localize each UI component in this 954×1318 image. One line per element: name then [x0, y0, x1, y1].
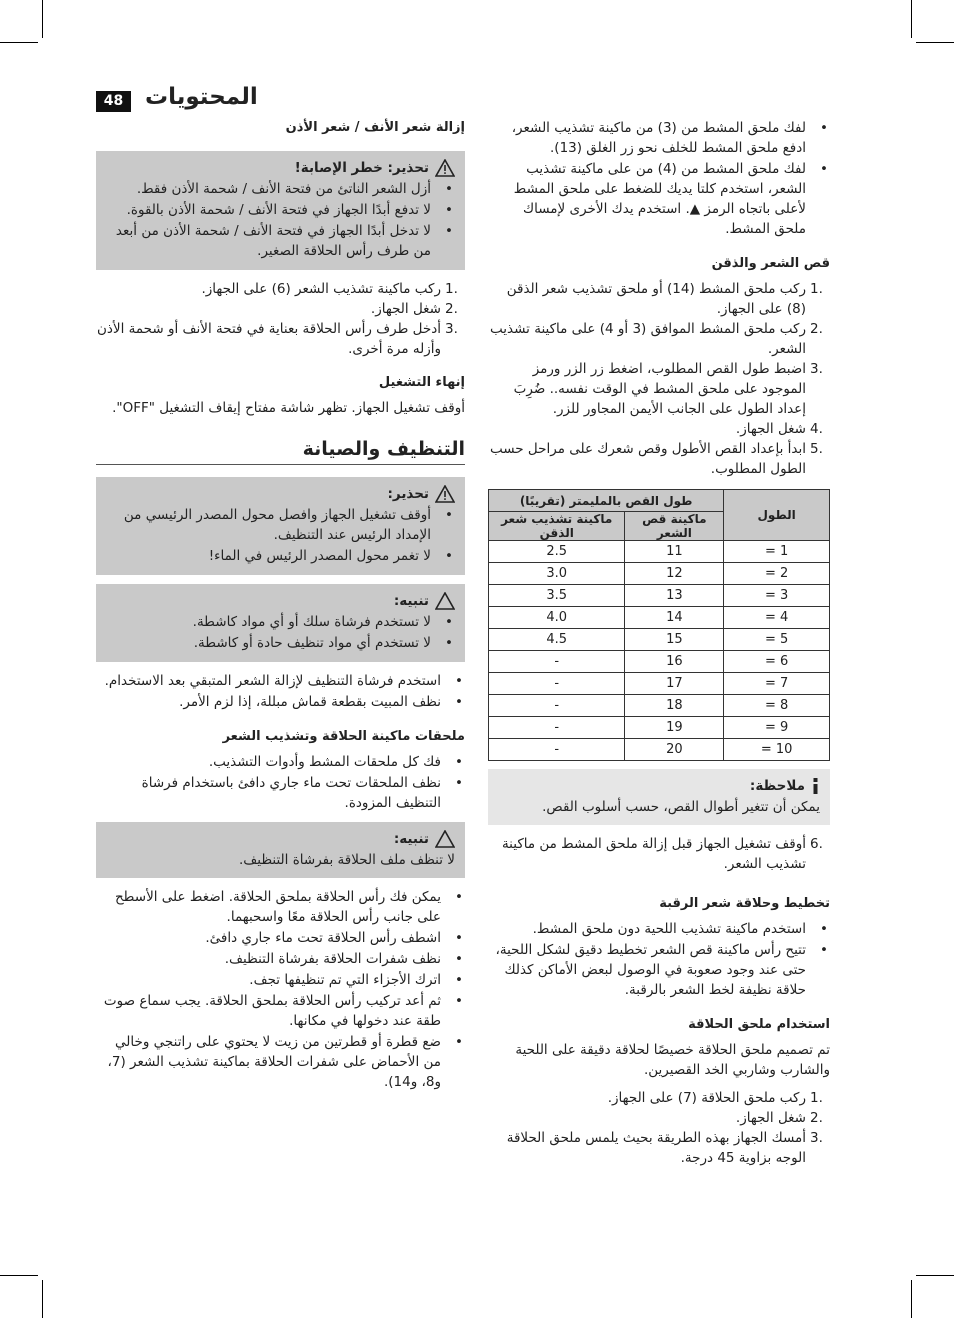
caution-title: تنبيه: — [393, 593, 429, 609]
table-row — [489, 739, 830, 761]
neck-list — [488, 919, 830, 1000]
cell-length: = 3 — [724, 585, 830, 607]
table-row — [489, 673, 830, 695]
length-table — [488, 489, 830, 761]
warning-box — [96, 477, 465, 575]
section-heading: قص الشعر والذقن — [711, 256, 830, 271]
shaver-paragraph: تم تصميم ملحق الحلاقة خصيصًا لحلاقة دقيقة على اللحية والشارب وشاربي الخد القصيرين. — [515, 1042, 830, 1078]
caution-icon — [435, 592, 455, 610]
end-paragraph: أوقف تشغيل الجهاز. تظهر شاشة مفتاح إيقاف التشغيل "OFF". — [112, 400, 465, 416]
cell-beard: - — [489, 739, 625, 761]
crop-mark — [916, 42, 954, 43]
list-item: 1. ركب ملحق الحلاقة (7) على الجهاز. — [607, 1090, 823, 1106]
list-item: • يمكن فك رأس الحلاقة بملحق الحلاقة. اضغط على الأسطح على جانب رأس الحلاقة معًا واسحبهما. — [96, 887, 465, 927]
cell-length: = 5 — [724, 629, 830, 651]
cell-hair: 16 — [625, 651, 724, 673]
table-row — [489, 585, 830, 607]
list-item: 2. شغل الجهاز. — [735, 1110, 823, 1126]
list-item: • لا تغمر محول المصدر الرئيس في الماء! — [104, 546, 455, 566]
col-header-group: طول القص بالمليمتر (تقريبًا) — [489, 490, 724, 512]
warning-icon — [435, 159, 455, 177]
section-heading: تخطيط وحلاقة شعر الرقبة — [659, 896, 830, 911]
note-title: ملاحظة: — [749, 778, 805, 794]
list-item: 2. ركب ملحق المشط الموافق (3 أو 4) على ماكينة تشذيب الشعر. — [490, 321, 823, 357]
caution-box — [96, 584, 465, 662]
list-item: • لا تدخل أبدًا الجهاز في فتحة الأنف / شحمة الأذن من أبعد من طرف رأس الحلاقة الصغير. — [104, 221, 455, 261]
cell-hair: 19 — [625, 717, 724, 739]
caution-icon — [435, 830, 455, 848]
shaver-steps — [488, 1088, 830, 1168]
crop-mark — [916, 1275, 954, 1276]
cell-hair: 12 — [625, 563, 724, 585]
table-row — [489, 541, 830, 563]
cell-length: = 9 — [724, 717, 830, 739]
caution-text: لا تنظف ملف الحلاقة بفرشاة التنظيف. — [239, 852, 455, 868]
cell-length: = 8 — [724, 695, 830, 717]
list-item: 5. ابدأ بإعداد القص الأطول وقص شعرك على مراحل حسب الطول المطلوب. — [490, 441, 823, 477]
nose-steps — [96, 279, 465, 359]
section-heading: ملحقات ماكينة الحلاقة وتشذيب الشعر — [222, 729, 465, 744]
table-row — [489, 651, 830, 673]
cell-hair: 14 — [625, 607, 724, 629]
table-row — [489, 607, 830, 629]
page-number: 48 — [96, 91, 131, 112]
cell-beard: - — [489, 695, 625, 717]
cut-steps — [488, 279, 830, 479]
list-item: 3. اضبط طول القص المطلوب، اضغط زر الزر ورمز الموجود على ملحق المشط في الوقت نفسه.. ضُرِبَ إعداد الطول على الجانب الأيمن المجاور للزر. — [513, 361, 823, 417]
caution-title: تنبيه: — [393, 831, 429, 847]
cell-length: = 4 — [724, 607, 830, 629]
cell-beard: - — [489, 717, 625, 739]
final-list — [96, 887, 465, 1092]
crop-mark — [911, 1280, 912, 1318]
chapter-heading: التنظيف والصيانة — [96, 438, 465, 465]
col-header-beard: ماكينة تشذيب شعر الذقن — [489, 512, 625, 541]
note-box — [488, 769, 830, 825]
list-item: • اشطف رأس الحلاقة تحت ماء جاري دافئ. — [96, 928, 465, 948]
col-header-hair: ماكينة قص الشعر — [625, 512, 724, 541]
crop-mark — [911, 0, 912, 38]
cell-length: = 7 — [724, 673, 830, 695]
crop-mark — [0, 1275, 38, 1276]
list-item: • نظف الملحقات تحت ماء جاري دافئ باستخدام فرشاة التنظيف المزودة. — [96, 773, 465, 813]
list-item: • استخدم ماكينة تشذيب اللحية دون ملحق المشط. — [488, 919, 830, 939]
right-column — [488, 118, 830, 1168]
warning-title: تحذير: — [387, 486, 429, 502]
page-title: المحتويات — [145, 84, 258, 110]
table-row — [489, 717, 830, 739]
cell-length: = 1 — [724, 541, 830, 563]
note-text: يمكن أن تتغير أطوال القص، حسب أسلوب القص. — [542, 799, 820, 815]
table-row — [489, 629, 830, 651]
list-item: • لفك ملحق المشط من (4) من على ماكينة تشذيب الشعر، استخدم كلتا يديك للضغط على ملحق المشط لأعلى باتجاه الرمز ▲. استخدم يدك الأخرى لإمساك ملحق المشط. — [488, 159, 830, 239]
list-item: • لفك ملحق المشط من (3) من ماكينة تشذيب الشعر، ادفع ملحق المشط للخلف نحو زر الغلق (13). — [488, 118, 830, 158]
cell-length: = 10 — [724, 739, 830, 761]
list-item: 3. أدخل طرف رأس الحلاقة بعناية في فتحة الأنف أو شحمة الأذن وأزله مرة أخرى. — [96, 321, 458, 357]
cell-beard: 2.5 — [489, 541, 625, 563]
crop-mark — [42, 0, 43, 38]
table-row — [489, 563, 830, 585]
cell-beard: - — [489, 673, 625, 695]
cell-length: = 2 — [724, 563, 830, 585]
list-item: • لا تدفع أبدًا الجهاز في فتحة الأنف / شحمة الأذن بالقوة. — [104, 200, 455, 220]
warning-box — [96, 151, 465, 270]
list-item: • أوقف تشغيل الجهاز وافصل محول المصدر الرئيسي من الإمداد الرئيس عند التنظيف. — [104, 505, 455, 545]
list-item: 2. شغل الجهاز. — [370, 301, 458, 317]
cell-hair: 13 — [625, 585, 724, 607]
list-item: • ثم أعد تركيب رأس الحلاقة بملحق الحلاقة. يجب سماع صوت طقة عند دخولها في مكانها. — [96, 991, 465, 1031]
list-item: • لا تستخدم فرشاة سلك أو أي مواد كاشطة. — [104, 612, 455, 632]
attach-list — [96, 752, 465, 813]
list-item: 4. شغل الجهاز. — [735, 421, 823, 437]
list-item: • لا تستخدم أي مواد تنظيف حادة أو كاشطة. — [104, 633, 455, 653]
list-item: • تتيح رأس ماكينة قص الشعر تخطيط دقيق لشكل اللحية، حتى عند وجود صعوبة في الوصول لبعض الأماكن كذلك حلاقة نظيفة لخط الشعر بالرقبة. — [488, 940, 830, 1000]
left-column — [96, 118, 465, 1093]
list-item: 1. ركب ملحق المشط (14) أو ملحق تشذيب شعر الذقن (8) على الجهاز. — [506, 281, 823, 317]
warning-icon — [435, 485, 455, 503]
crop-mark — [0, 42, 38, 43]
cell-beard: 3.0 — [489, 563, 625, 585]
section-heading: استخدام ملحق الحلاقة — [688, 1017, 830, 1032]
cell-hair: 15 — [625, 629, 724, 651]
clean-list — [96, 671, 465, 712]
caution-box — [96, 822, 465, 878]
warning-title: تحذير: خطر الإصابة! — [294, 160, 429, 176]
list-item: • ضع قطرة أو قطرتين من زيت لا يحتوي على راتنجي وخالي من الأحماض على شفرات الحلاقة بماكينة تشذيب الشعر (7، و8، و14). — [96, 1032, 465, 1092]
cell-beard: 4.0 — [489, 607, 625, 629]
section-heading: إنهاء التشغيل — [378, 375, 465, 390]
list-item: • أزل الشعر الناتئ من فتحة الأنف / شحمة الأذن فقط. — [104, 179, 455, 199]
cell-beard: 3.5 — [489, 585, 625, 607]
cell-hair: 11 — [625, 541, 724, 563]
cell-hair: 18 — [625, 695, 724, 717]
table-row — [489, 695, 830, 717]
list-item: • فك كل ملحقات المشط وأدوات التشذيب. — [96, 752, 465, 772]
cell-hair: 17 — [625, 673, 724, 695]
comb-removal-list — [488, 118, 830, 239]
cut-step-6 — [488, 834, 830, 874]
list-item: 6. أوقف تشغيل الجهاز قبل إزالة ملحق المشط من ماكينة تشذيب الشعر. — [501, 836, 823, 872]
list-item: • اترك الأجزاء التي تم تنظيفها تجف. — [96, 970, 465, 990]
list-item: • استخدم فرشاة التنظيف لإزالة الشعر المتبقي بعد الاستخدام. — [96, 671, 465, 691]
cell-beard: 4.5 — [489, 629, 625, 651]
section-heading: إزالة شعر الأنف / شعر الأذن — [285, 120, 465, 135]
crop-mark — [42, 1280, 43, 1318]
list-item: 3. أمسك الجهاز بهذه الطريقة بحيث يلمس ملحق الحلاقة الوجه بزاوية 45 درجة. — [506, 1130, 823, 1166]
list-item: • نظف المبيت بقطعة قماش مبللة، إذا لزم الأمر. — [96, 692, 465, 712]
list-item: • نظف شفرات الحلاقة بفرشاة التنظيف. — [96, 949, 465, 969]
cell-length: = 6 — [724, 651, 830, 673]
cell-beard: - — [489, 651, 625, 673]
col-header-length: الطول — [724, 490, 830, 541]
cell-hair: 20 — [625, 739, 724, 761]
info-icon — [811, 778, 820, 794]
list-item: 1. ركب ماكينة تشذيب الشعر (6) على الجهاز. — [201, 281, 458, 297]
